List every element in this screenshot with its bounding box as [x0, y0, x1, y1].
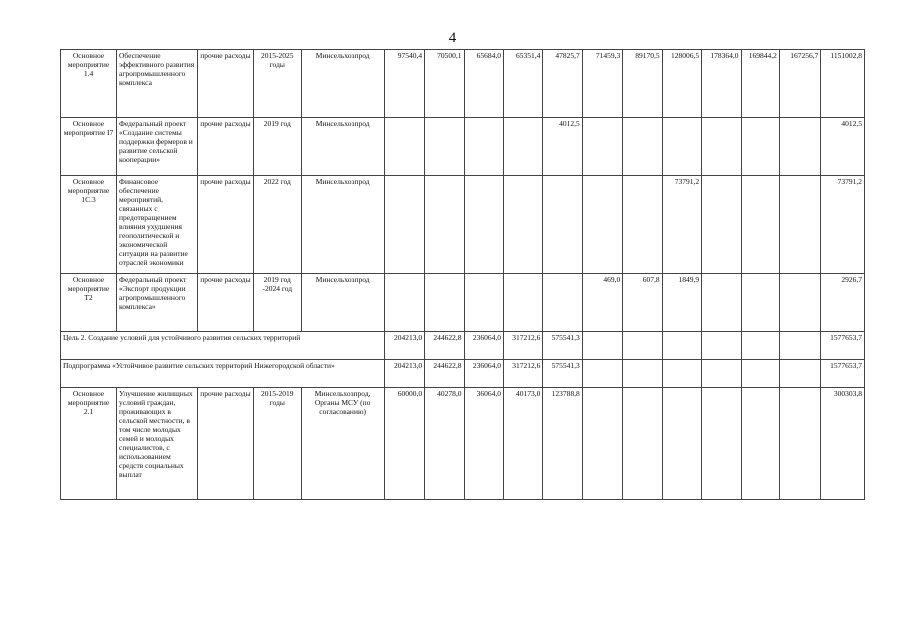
year-value [662, 360, 701, 388]
year-value [741, 332, 779, 360]
year-value: 60000,0 [384, 388, 424, 500]
year-value [741, 388, 779, 500]
measure-code: Основное мероприятие 2.1 [61, 388, 117, 500]
program-table [60, 49, 865, 500]
page-number: 4 [448, 30, 457, 46]
executor: Минсельхозпрод [301, 50, 384, 118]
year-value [779, 332, 820, 360]
year-value [582, 332, 622, 360]
expense-type: прочие расходы [197, 176, 253, 274]
year-value [741, 274, 779, 332]
year-value: 204213,0 [384, 332, 424, 360]
period: 2022 год [253, 176, 301, 274]
year-value [503, 176, 542, 274]
total-value: 1577653,7 [821, 360, 865, 388]
year-value: 65351,4 [503, 50, 542, 118]
year-value: 244622,8 [425, 360, 464, 388]
year-value [779, 388, 820, 500]
year-value [779, 176, 820, 274]
year-value [503, 118, 542, 176]
year-value [779, 360, 820, 388]
year-value: 128006,5 [662, 50, 701, 118]
total-value: 1577653,7 [821, 332, 865, 360]
year-value [543, 274, 582, 332]
year-value [623, 176, 662, 274]
period: 2015-2019 годы [253, 388, 301, 500]
total-value: 300303,8 [821, 388, 865, 500]
year-value: 167256,7 [779, 50, 820, 118]
year-value [582, 176, 622, 274]
year-value [702, 332, 741, 360]
year-value: 575541,3 [543, 332, 582, 360]
year-value: 469,0 [582, 274, 622, 332]
goal-row [61, 360, 865, 388]
measure-row [61, 176, 865, 274]
period: 2019 год [253, 118, 301, 176]
measure-name: Федеральный проект «Создание системы поддержки фермеров и развитие сельской кооперации» [117, 118, 198, 176]
year-value: 317212,6 [503, 332, 542, 360]
year-value [425, 118, 464, 176]
executor: Минсельхозпрод [301, 274, 384, 332]
measure-name: Обеспечение эффективного развития агропромышленного комплекса [117, 50, 198, 118]
measure-row [61, 388, 865, 500]
measure-row [61, 118, 865, 176]
year-value: 73791,2 [662, 176, 701, 274]
period: 2015-2025 годы [253, 50, 301, 118]
total-value: 1151002,8 [821, 50, 865, 118]
year-value: 70500,1 [425, 50, 464, 118]
total-value: 4012,5 [821, 118, 865, 176]
year-value [464, 274, 503, 332]
year-value [623, 388, 662, 500]
expense-type: прочие расходы [197, 118, 253, 176]
year-value [779, 274, 820, 332]
year-value [464, 118, 503, 176]
year-value: 178364,0 [702, 50, 741, 118]
expense-type: прочие расходы [197, 388, 253, 500]
year-value: 236064,0 [464, 360, 503, 388]
measure-code: Основное мероприятие I7 [61, 118, 117, 176]
measure-name: Федеральный проект «Экспорт продукции агропромышленного комплекса» [117, 274, 198, 332]
executor: Минсельхозпрод [301, 118, 384, 176]
year-value: 89170,5 [623, 50, 662, 118]
year-value [779, 118, 820, 176]
year-value [623, 118, 662, 176]
year-value [425, 176, 464, 274]
total-value: 73791,2 [821, 176, 865, 274]
year-value: 97540,4 [384, 50, 424, 118]
year-value: 169844,2 [741, 50, 779, 118]
year-value: 204213,0 [384, 360, 424, 388]
year-value [464, 176, 503, 274]
year-value [384, 118, 424, 176]
expense-type: прочие расходы [197, 274, 253, 332]
measure-name: Финансовое обеспечение мероприятий, связанных с предотвращением влияния ухудшения геополитической и экономической ситуации на развитие отраслей экономики [117, 176, 198, 274]
year-value [582, 360, 622, 388]
year-value: 36064,0 [464, 388, 503, 500]
goal-row [61, 332, 865, 360]
year-value: 40173,0 [503, 388, 542, 500]
year-value [623, 360, 662, 388]
year-value [741, 360, 779, 388]
year-value [503, 274, 542, 332]
year-value: 244622,8 [425, 332, 464, 360]
year-value: 575541,3 [543, 360, 582, 388]
year-value: 236064,0 [464, 332, 503, 360]
year-value [702, 360, 741, 388]
year-value [741, 176, 779, 274]
year-value: 607,8 [623, 274, 662, 332]
year-value: 1849,9 [662, 274, 701, 332]
year-value: 65684,0 [464, 50, 503, 118]
measure-code: Основное мероприятие 1С.3 [61, 176, 117, 274]
year-value: 4012,5 [543, 118, 582, 176]
year-value: 40278,0 [425, 388, 464, 500]
year-value: 71459,3 [582, 50, 622, 118]
year-value [543, 176, 582, 274]
measure-row [61, 274, 865, 332]
total-value: 2926,7 [821, 274, 865, 332]
executor: Минсельхозпрод, Органы МСУ (по согласованию) [301, 388, 384, 500]
measure-code: Основное мероприятие Т2 [61, 274, 117, 332]
year-value: 317212,6 [503, 360, 542, 388]
year-value [702, 118, 741, 176]
year-value [741, 118, 779, 176]
year-value [702, 274, 741, 332]
year-value [662, 332, 701, 360]
measure-name: Улучшение жилищных условий граждан, проживающих в сельской местности, в том числе молодых семей и молодых специалистов, с использованием средств социальных выплат [117, 388, 198, 500]
year-value [425, 274, 464, 332]
measure-row [61, 50, 865, 118]
year-value: 123788,8 [543, 388, 582, 500]
measure-code: Основное мероприятие 1.4 [61, 50, 117, 118]
year-value [662, 118, 701, 176]
year-value [702, 176, 741, 274]
year-value [384, 274, 424, 332]
year-value [582, 388, 622, 500]
year-value: 47825,7 [543, 50, 582, 118]
executor: Минсельхозпрод [301, 176, 384, 274]
year-value [384, 176, 424, 274]
goal-text: Цель 2. Создание условий для устойчивого развития сельских территорий [61, 332, 385, 360]
period: 2019 год -2024 год [253, 274, 301, 332]
year-value [662, 388, 701, 500]
expense-type: прочие расходы [197, 50, 253, 118]
goal-text: Подпрограмма «Устойчивое развитие сельских территорий Нижегородской области» [61, 360, 385, 388]
year-value [582, 118, 622, 176]
year-value [623, 332, 662, 360]
year-value [702, 388, 741, 500]
